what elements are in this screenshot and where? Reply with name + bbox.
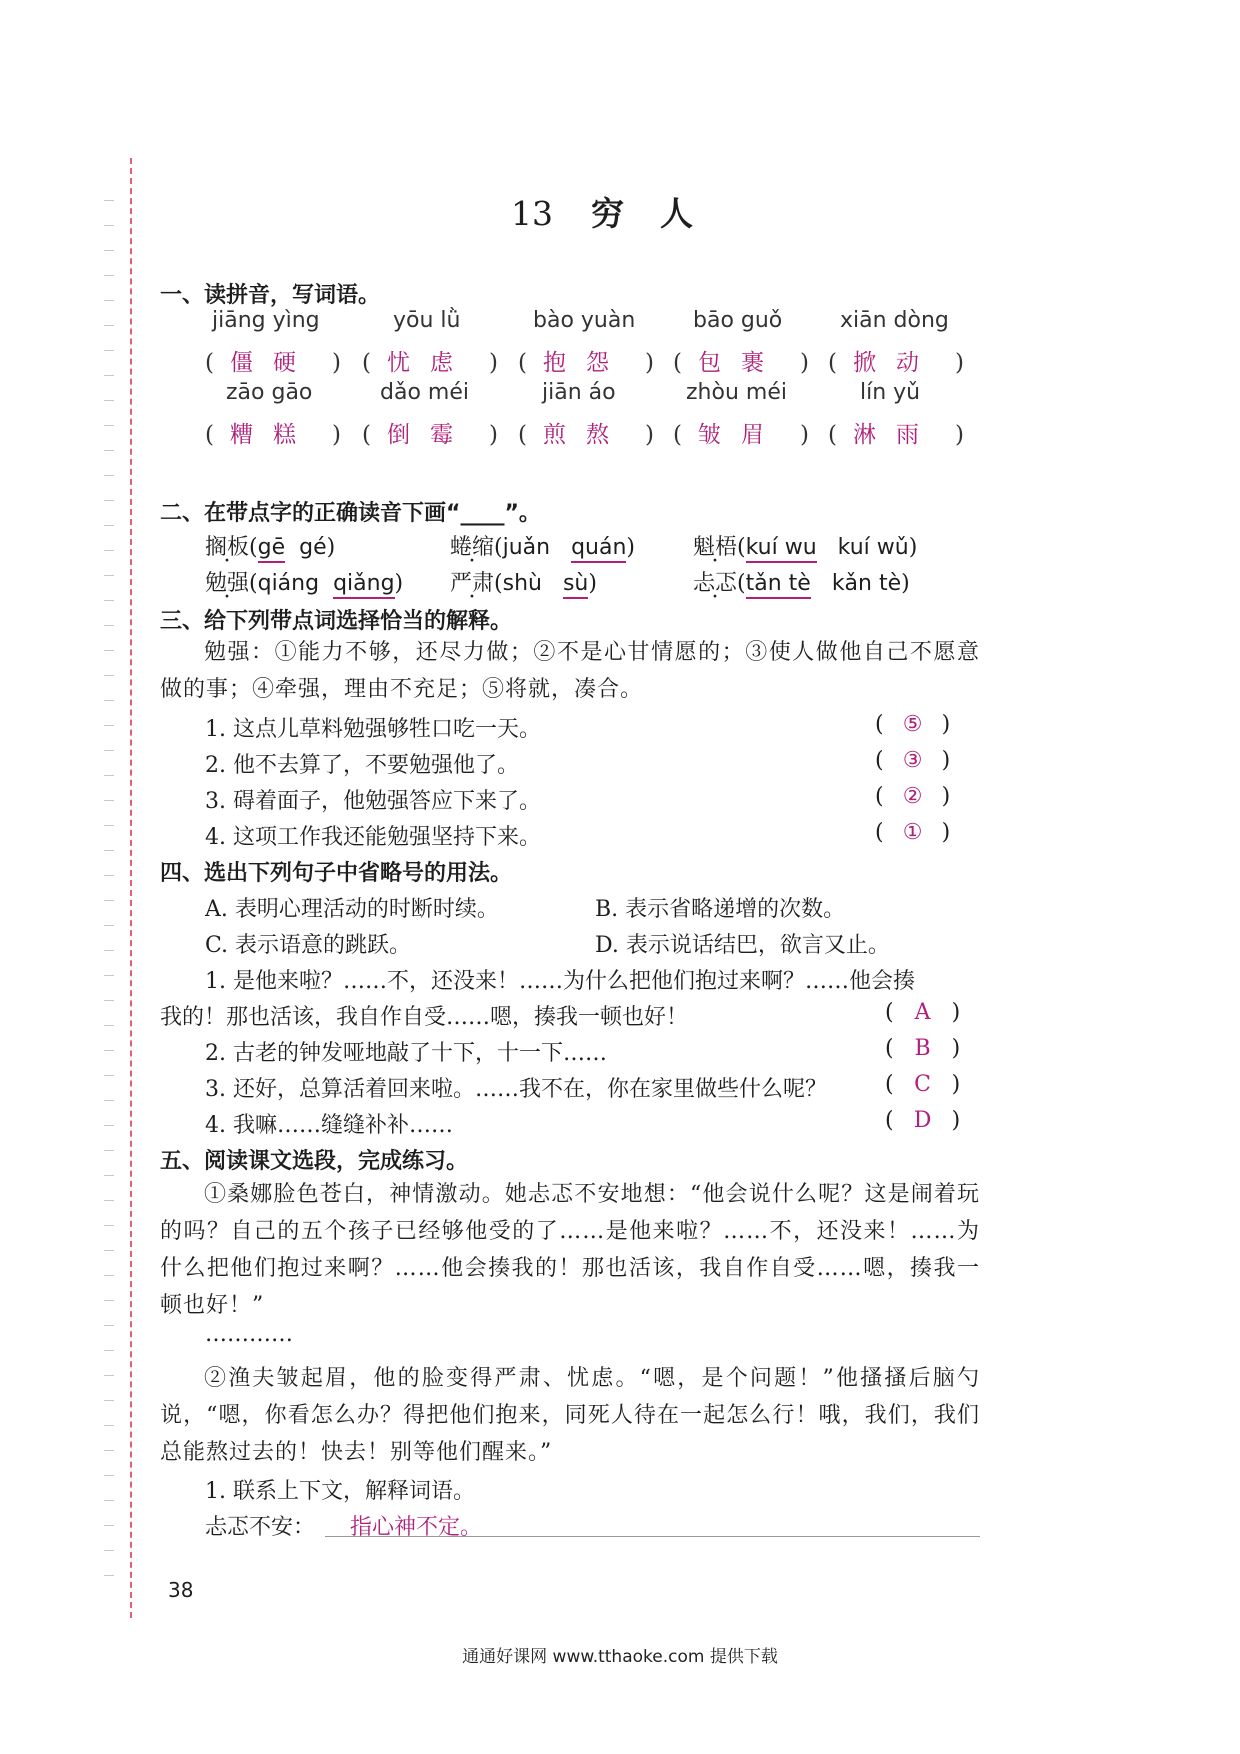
margin-tick [104,725,114,726]
answer-1-5: ( 掀动 ) [828,350,964,376]
margin-tick [104,1075,114,1076]
answer-1-3: ( 抱怨 ) [518,350,654,376]
option-b: B. 表示省略递增的次数。 [595,897,846,922]
pinyin-1-5: xiān dòng [840,308,949,333]
margin-tick [104,950,114,951]
term-answer: 指心神不定。 [350,1515,483,1540]
section3-item-2: 2. 他不去算了，不要勉强他了。 [205,753,519,778]
section1-heading: 一、读拼音，写词语。 [160,283,381,308]
margin-tick [104,500,114,501]
margin-tick [104,1325,114,1326]
answer-1-1: ( 僵硬 ) [205,350,341,376]
margin-tick [104,550,114,551]
answer-1-2: ( 忧虑 ) [362,350,498,376]
lesson-number: 13 [511,194,553,233]
margin-tick [104,625,114,626]
section5-heading: 五、阅读课文选段，完成练习。 [160,1149,469,1174]
answer-1-4: ( 包裹 ) [673,350,809,376]
margin-tick [104,1450,114,1451]
section5-q1: 1. 联系上下文，解释词语。 [205,1479,475,1504]
pronunciation-item-6: 忐忑(tǎn tè kǎn tè) [693,566,910,597]
section4-answer-3: ( C ) [885,1072,961,1097]
section3-heading: 三、给下列带点词选择恰当的解释。 [160,609,513,634]
term-label: 忐忑不安： [205,1515,316,1540]
margin-tick [104,1175,114,1176]
section4-answer-4: ( D ) [885,1108,961,1133]
pronunciation-item-4: 勉强(qiáng qiǎng) [205,566,403,597]
answer-2-1: ( 糟糕 ) [205,422,341,448]
margin-tick [104,425,114,426]
margin-tick [104,1200,114,1201]
passage-paragraph-1: ①桑娜脸色苍白，神情激动。她忐忑不安地想：“他会说什么呢？这是闹着玩的吗？自己的五个孩子已经够他受的了……是他来啦？……不，还没来！……为什么把他们抱过来啊？……他会揍我的！那也活该，我自作自受……嗯，揍我一顿也好！” [160,1182,980,1318]
margin-tick [104,875,114,876]
margin-tick [104,650,114,651]
answer-2-2: ( 倒霉 ) [362,422,498,448]
lesson-name: 穷人 [591,194,729,233]
margin-tick [104,1525,114,1526]
pronunciation-item-2: 蜷缩(juǎn quán) [450,530,635,561]
passage-paragraph-2: ②渔夫皱起眉，他的脸变得严肃、忧虑。“嗯，是个问题！”他搔搔后脑勺说，“嗯，你看怎么办？得把他们抱来，同死人待在一起怎么行！哦，我们，我们总能熬过去的！快去！别等他们醒来。” [160,1366,980,1465]
margin-tick [104,675,114,676]
pinyin-1-4: bāo guǒ [693,308,783,333]
pronunciation-item-3: 魁梧(kuí wu kuí wǔ) [693,530,917,561]
margin-tick [104,1050,114,1051]
margin-tick [104,1550,114,1551]
section4-q1-line2: 我的！那也活该，我自作自受……嗯，揍我一顿也好！ [160,1005,689,1030]
margin-tick [104,600,114,601]
margin-tick [104,400,114,401]
margin-tick [104,850,114,851]
pinyin-2-2: dǎo méi [380,380,469,405]
section3-answer-3: ( ② ) [875,784,951,809]
margin-tick [104,1000,114,1001]
margin-tick [104,825,114,826]
footer-credit: 通通好课网 www.tthaoke.com 提供下载 [462,1647,778,1667]
pinyin-1-1: jiāng yìng [212,308,320,333]
pinyin-2-1: zāo gāo [226,380,313,405]
pinyin-2-4: zhòu méi [686,380,787,405]
section4-q1-line1: 1. 是他来啦？……不，还没来！……为什么把他们抱过来啊？……他会揍 [205,969,915,994]
answer-2-4: ( 皱眉 ) [673,422,809,448]
option-a: A. 表明心理活动的时断时续。 [205,897,499,922]
margin-tick [104,1025,114,1026]
section4-q3: 3. 还好，总算活着回来啦。……我不在，你在家里做些什么呢？ [205,1077,827,1102]
margin-tick [104,925,114,926]
answer-2-5: ( 淋雨 ) [828,422,964,448]
section4-q2: 2. 古老的钟发哑地敲了十下，十一下…… [205,1041,607,1066]
section4-q4: 4. 我嘛……缝缝补补…… [205,1113,453,1138]
margin-tick [104,750,114,751]
margin-tick [104,1575,114,1576]
margin-tick [104,775,114,776]
answer-2-3: ( 煎熬 ) [518,422,654,448]
margin-tick [104,300,114,301]
margin-tick [104,975,114,976]
pinyin-1-2: yōu lǜ [393,308,461,333]
passage-ellipsis: ………… [205,1322,293,1347]
margin-tick [104,1150,114,1151]
section3-answer-2: ( ③ ) [875,748,951,773]
margin-tick [104,525,114,526]
margin-ticks [104,200,118,1600]
margin-tick [104,1250,114,1251]
section4-answer-1: ( A ) [885,1000,961,1025]
margin-tick [104,1500,114,1501]
margin-tick [104,1225,114,1226]
pinyin-2-5: lín yǔ [860,380,921,405]
margin-tick [104,250,114,251]
pinyin-2-3: jiān áo [542,380,616,405]
section3-answer-4: ( ① ) [875,820,951,845]
page-number: 38 [168,1578,194,1602]
margin-tick [104,1125,114,1126]
margin-tick [104,575,114,576]
margin-tick [104,900,114,901]
margin-tick [104,325,114,326]
margin-tick [104,1400,114,1401]
section3-answer-1: ( ⑤ ) [875,712,951,737]
margin-tick [104,1300,114,1301]
option-c: C. 表示语意的跳跃。 [205,933,412,958]
margin-tick [104,275,114,276]
section2-heading: 二、在带点字的正确读音下画“____”。 [160,501,541,526]
section3-item-4: 4. 这项工作我还能勉强坚持下来。 [205,825,541,850]
section3-definition: 勉强：①能力不够，还尽力做；②不是心甘情愿的；③使人做他自己不愿意做的事；④牵强，理由不充足；⑤将就，凑合。 [160,640,980,702]
lesson-title [0,188,1240,235]
section4-heading: 四、选出下列句子中省略号的用法。 [160,861,513,886]
margin-tick [104,1375,114,1376]
margin-tick [104,450,114,451]
margin-tick [104,1425,114,1426]
margin-tick [104,1350,114,1351]
margin-tick [104,475,114,476]
margin-tick [104,350,114,351]
pronunciation-item-5: 严肃(shù sù) [450,566,597,597]
answer-line [325,1536,980,1537]
margin-tick [104,1275,114,1276]
pronunciation-item-1: 搁板(gē gé) [205,530,335,561]
section3-item-1: 1. 这点儿草料勉强够牲口吃一天。 [205,717,541,742]
margin-tick [104,800,114,801]
margin-tick [104,1475,114,1476]
option-d: D. 表示说话结巴，欲言又止。 [595,933,890,958]
margin-tick [104,700,114,701]
margin-tick [104,375,114,376]
section4-answer-2: ( B ) [885,1036,961,1061]
pinyin-1-3: bào yuàn [533,308,636,333]
section3-item-3: 3. 碍着面子，他勉强答应下来了。 [205,789,541,814]
margin-tick [104,1100,114,1101]
margin-dashed-line [130,158,132,1618]
